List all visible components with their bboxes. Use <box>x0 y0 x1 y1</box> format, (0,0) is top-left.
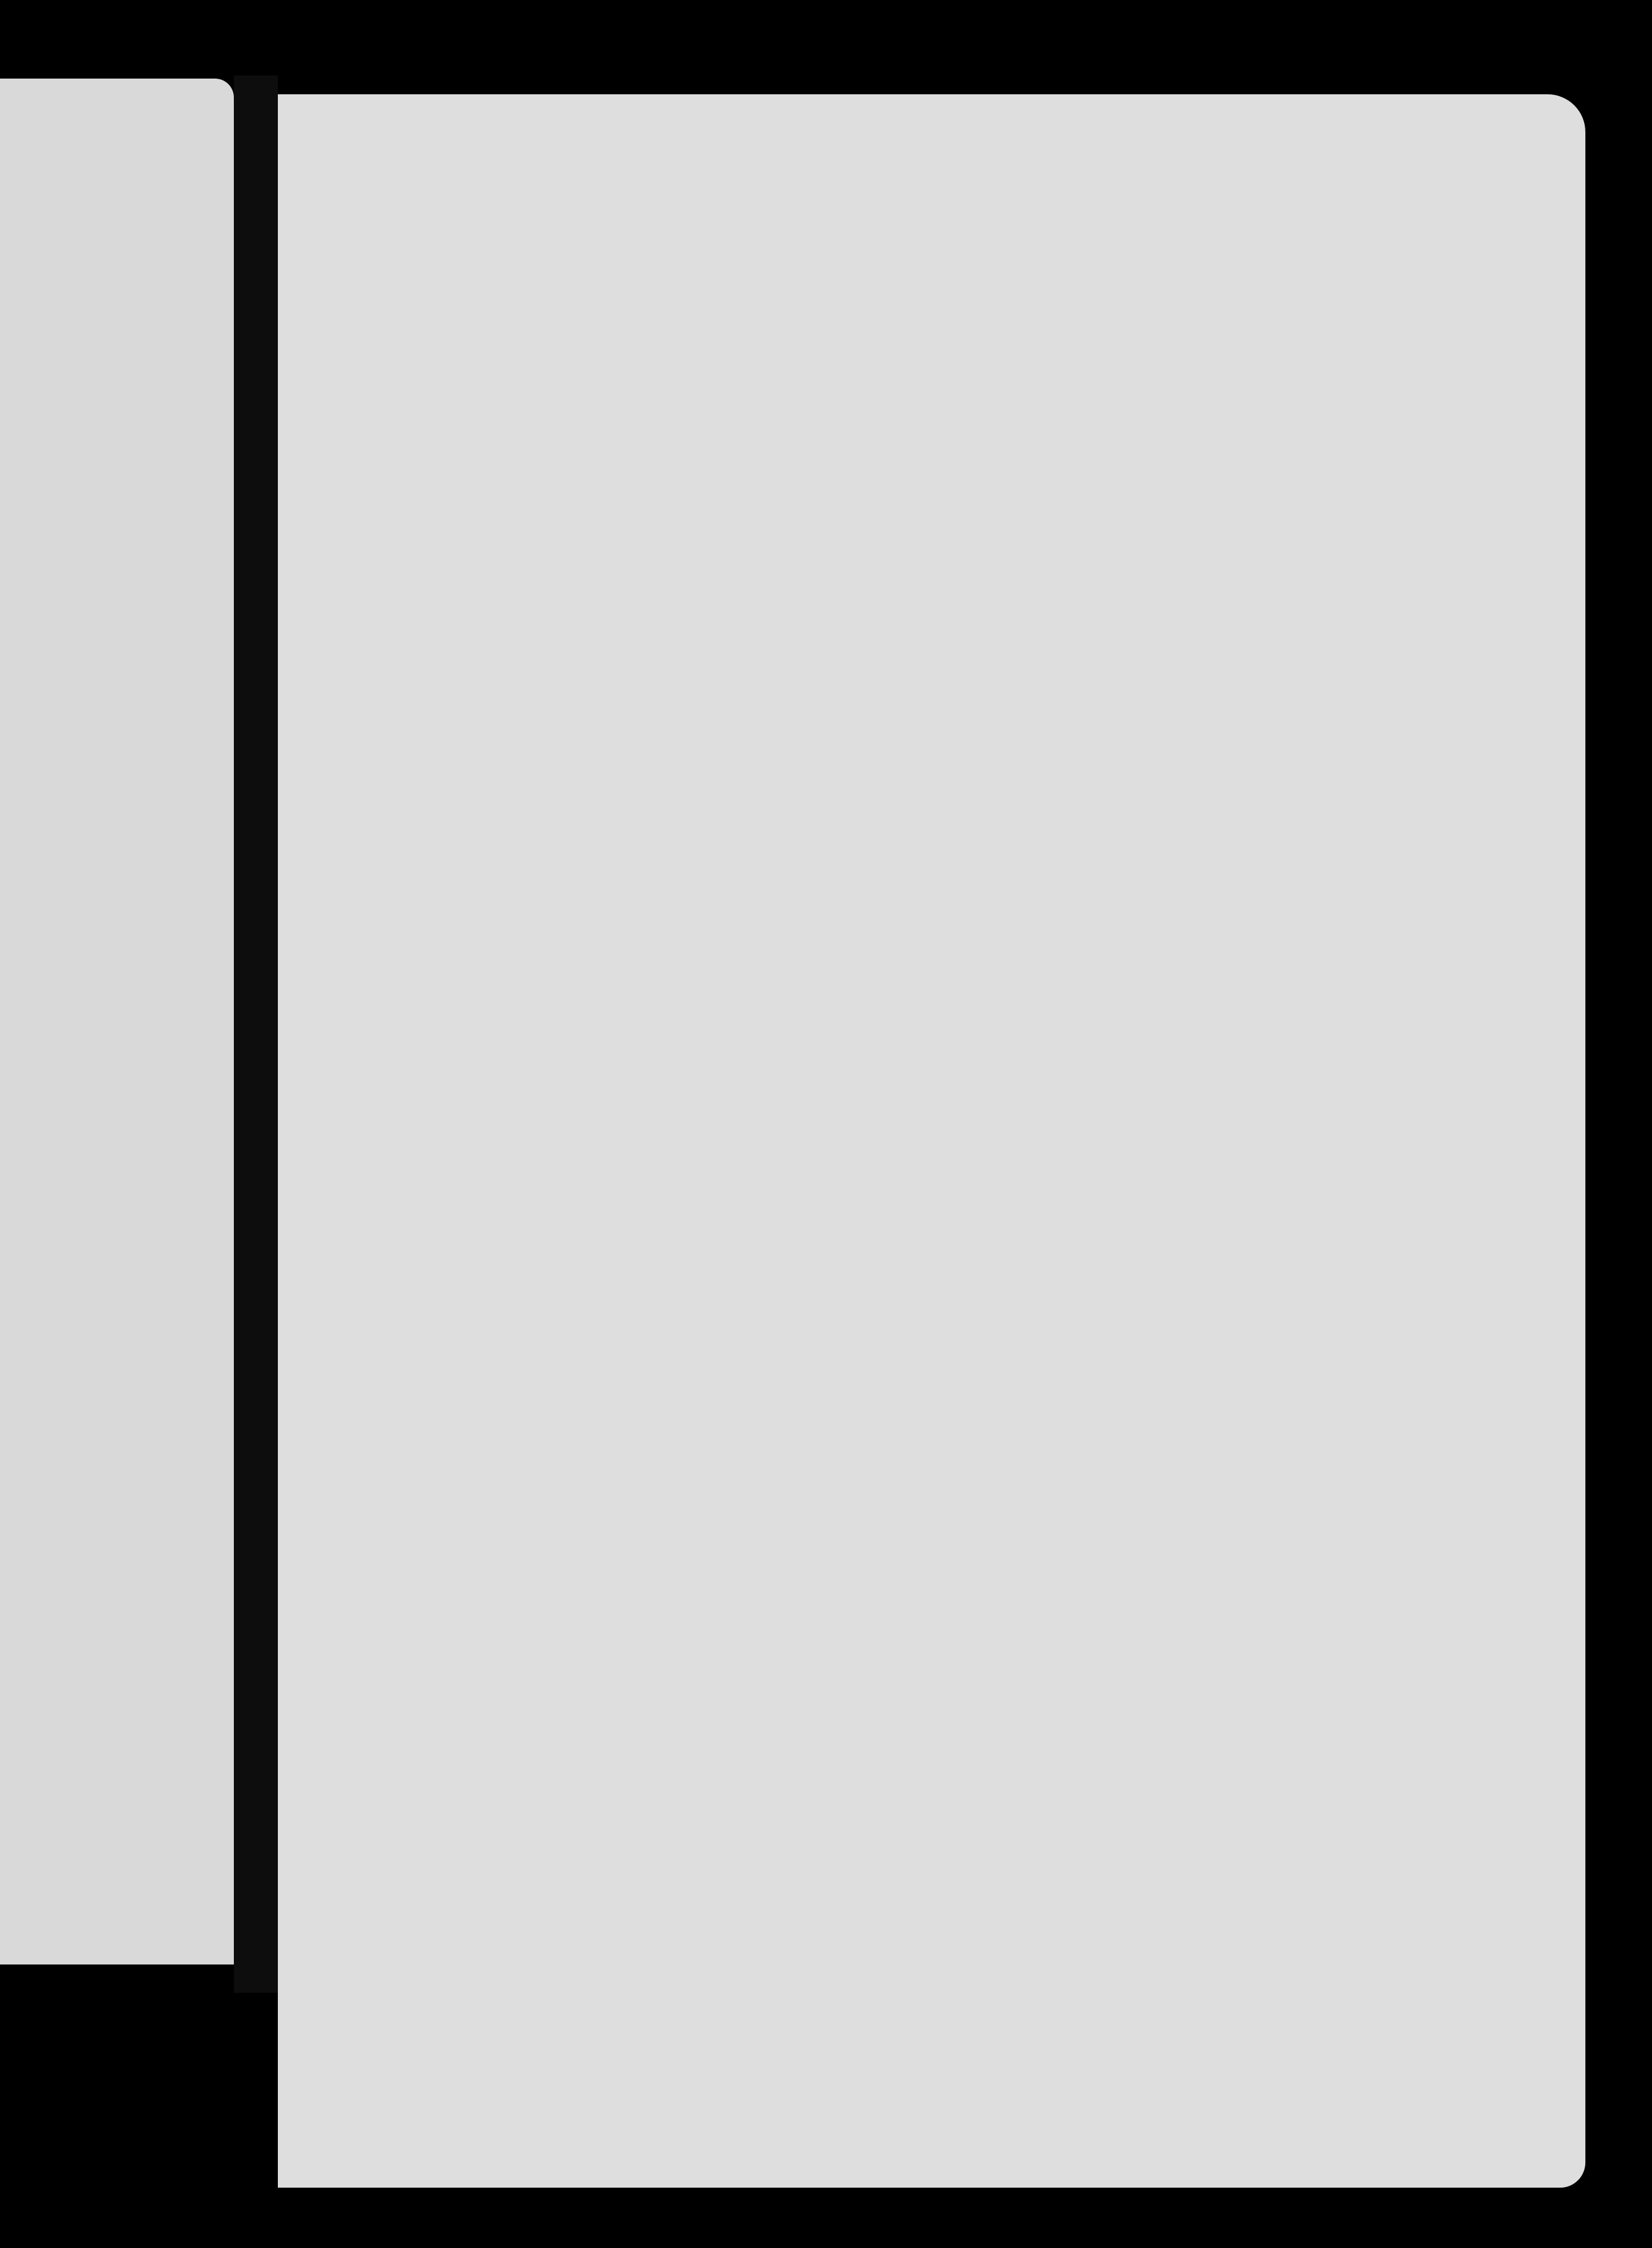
left-page-edge <box>0 79 234 1964</box>
book-binding <box>234 75 278 1993</box>
right-page <box>278 94 1585 2188</box>
